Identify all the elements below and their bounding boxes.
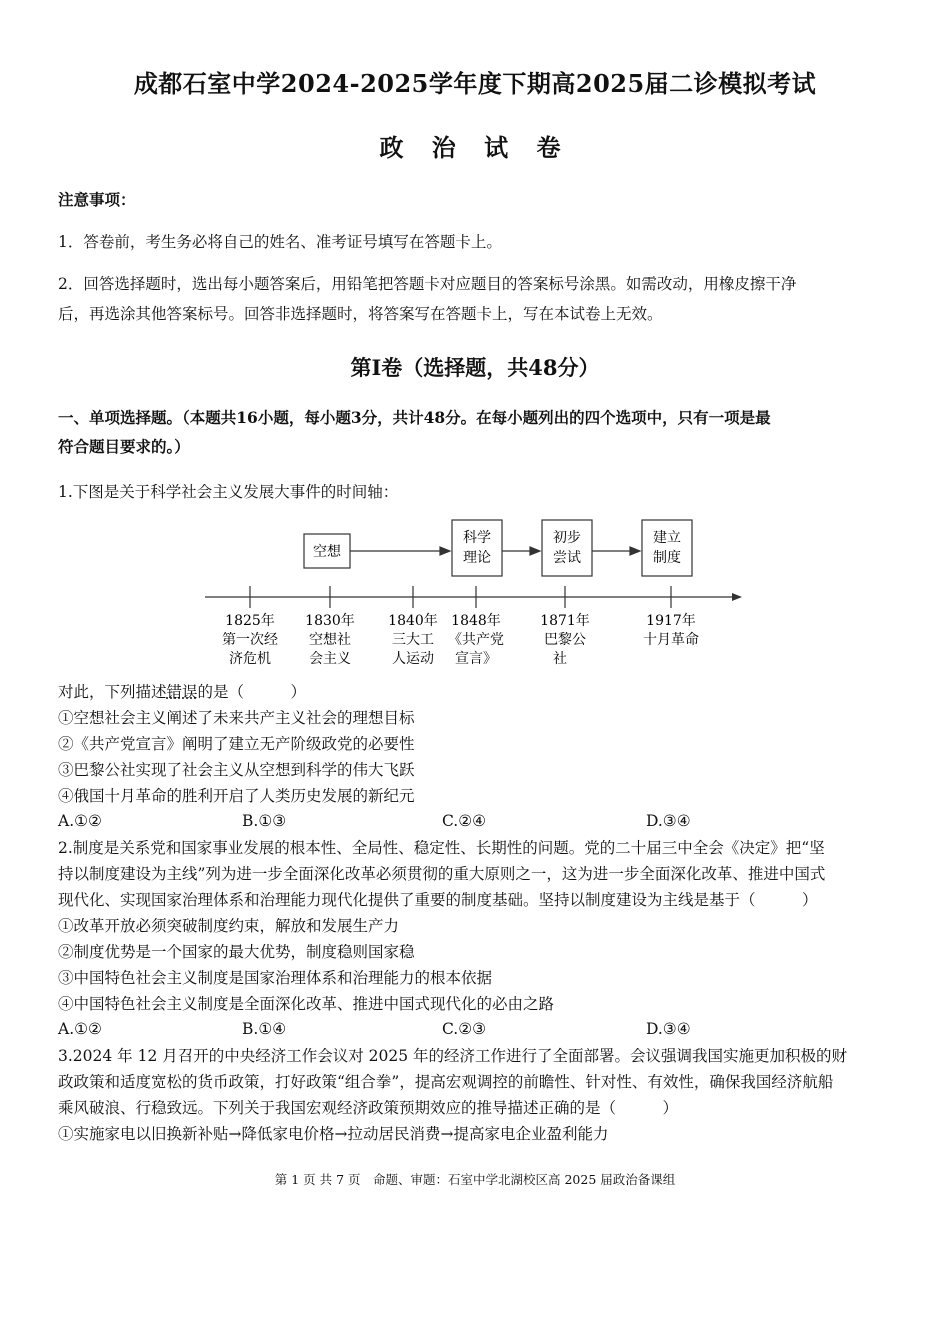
event-1840-line-1: 三大工 — [392, 632, 434, 648]
q1-options — [58, 812, 898, 830]
q1-prompt-post: 的是（ ） — [197, 683, 307, 701]
event-1848-line-2: 宣言》 — [455, 651, 497, 667]
section-title: 第Ⅰ卷（选择题，共48分） — [350, 355, 600, 380]
q3-line-3: 乘风破浪、行稳致远。下列关于我国宏观经济政策预期效应的推导描述正确的是（ ） — [58, 1099, 679, 1117]
timeline-box-trial-line-1: 初步 — [553, 530, 581, 546]
event-1840-year: 1840年 — [388, 613, 438, 629]
event-1848-line-1: 《共产党 — [448, 632, 504, 648]
q2-item-4: ④中国特色社会主义制度是全面深化改革、推进中国式现代化的必由之路 — [58, 995, 555, 1013]
q1-item-2: ②《共产党宣言》阐明了建立无产阶级政党的必要性 — [58, 735, 415, 753]
event-1917-line-1: 十月革命 — [643, 632, 699, 648]
q1-option-d[interactable]: D.③④ — [646, 812, 691, 830]
q1-timeline-figure — [190, 510, 760, 680]
event-1840-line-2: 人运动 — [392, 651, 434, 667]
notice-item-2-line-2: 后，再选涂其他答案标号。回答非选择题时，将答案写在答题卡上，写在本试卷上无效。 — [58, 305, 663, 323]
q2-option-a[interactable]: A.①② — [58, 1020, 102, 1038]
timeline-axis-arrow — [732, 593, 742, 601]
event-1830-year: 1830年 — [305, 613, 355, 629]
timeline-box-scientific-line-1: 科学 — [463, 530, 491, 546]
event-1830-line-2: 会主义 — [309, 651, 351, 667]
q2-item-1: ①改革开放必须突破制度约束，解放和发展生产力 — [58, 917, 400, 935]
event-1871-year: 1871年 — [540, 613, 590, 629]
event-1871-line-2: 社 — [553, 651, 567, 667]
q2-option-b[interactable]: B.①④ — [242, 1020, 287, 1038]
q1-item-3: ③巴黎公社实现了社会主义从空想到科学的伟大飞跃 — [58, 761, 415, 779]
q2-option-d[interactable]: D.③④ — [646, 1020, 691, 1038]
event-1917-year: 1917年 — [646, 613, 696, 629]
q3-item-1: ①实施家电以旧换新补贴→降低家电价格→拉动居民消费→提高家电企业盈利能力 — [58, 1125, 609, 1143]
q2-item-2: ②制度优势是一个国家的最大优势，制度稳则国家稳 — [58, 943, 415, 961]
section-instruction-line-1: 一、单项选择题。（本题共16小题，每小题3分，共计48分。在每小题列出的四个选项中，只有一项是最 — [58, 408, 771, 427]
q2-line-2: 持以制度建设为主线”列为进一步全面深化改革必须贯彻的重大原则之一，这为进一步全面深化改革、推进中国式 — [58, 865, 826, 883]
q2-line-3: 现代化、实现国家治理体系和治理能力现代化提供了重要的制度基础。坚持以制度建设为主线是基于（ ） — [58, 891, 818, 909]
q3-line-1: 3.2024 年 12 月召开的中央经济工作会议对 2025 年的经济工作进行了全面部署。会议强调我国实施更加积极的财 — [58, 1047, 848, 1065]
q1-option-c[interactable]: C.②④ — [442, 812, 487, 830]
q1-stem: 1.下图是关于科学社会主义发展大事件的时间轴： — [58, 483, 399, 501]
page-footer: 第 1 页 共 7 页 命题、审题：石室中学北湖校区高 2025 届政治备课组 — [274, 1172, 676, 1187]
q1-option-b[interactable]: B.①③ — [242, 812, 287, 830]
q2-options — [58, 1020, 898, 1038]
q1-prompt-emphasis: 错误 — [166, 683, 198, 701]
timeline-box-scientific — [452, 520, 502, 576]
event-1825-year: 1825年 — [225, 613, 275, 629]
q1-prompt — [58, 682, 306, 702]
event-1871-line-1: 巴黎公 — [544, 632, 586, 648]
timeline-box-scientific-line-2: 理论 — [463, 550, 491, 566]
exam-subtitle: 政 治 试 卷 — [379, 133, 571, 162]
notice-item-2-line-1: 2．回答选择题时，选出每小题答案后，用铅笔把答题卡对应题目的答案标号涂黑。如需改动，用橡皮擦干净 — [58, 275, 797, 293]
event-1825-line-2: 济危机 — [229, 651, 271, 667]
timeline-box-trial-line-2: 尝试 — [553, 550, 581, 566]
arrow-head-1 — [440, 547, 450, 555]
arrow-head-3 — [630, 547, 640, 555]
exam-title: 成都石室中学2024-2025学年度下期高2025届二诊模拟考试 — [133, 69, 817, 98]
q2-item-3: ③中国特色社会主义制度是国家治理体系和治理能力的根本依据 — [58, 969, 493, 987]
q2-option-c[interactable]: C.②③ — [442, 1020, 487, 1038]
q2-line-1: 2.制度是关系党和国家事业发展的根本性、全局性、稳定性、长期性的问题。党的二十届三中全会《决定》把“坚 — [58, 839, 825, 857]
timeline-box-system-line-2: 制度 — [653, 550, 681, 566]
event-1825-line-1: 第一次经 — [222, 632, 278, 648]
q1-item-4: ④俄国十月革命的胜利开启了人类历史发展的新纪元 — [58, 787, 415, 805]
notice-item-1: 1．答卷前，考生务必将自己的姓名、准考证号填写在答题卡上。 — [58, 233, 502, 251]
timeline-box-trial — [542, 520, 592, 576]
event-1830-line-1: 空想社 — [309, 632, 351, 648]
section-instruction-line-2: 符合题目要求的。） — [58, 437, 190, 456]
notice-heading: 注意事项： — [58, 190, 136, 209]
timeline-box-system — [642, 520, 692, 576]
q1-item-1: ①空想社会主义阐述了未来共产主义社会的理想目标 — [58, 709, 415, 727]
arrow-head-2 — [530, 547, 540, 555]
timeline-box-utopian-label: 空想 — [313, 544, 341, 560]
q1-option-a[interactable]: A.①② — [58, 812, 102, 830]
event-1848-year: 1848年 — [451, 613, 501, 629]
q3-line-2: 政政策和适度宽松的货币政策，打好政策“组合拳”，提高宏观调控的前瞻性、针对性、有效性，确保我国经济航船 — [58, 1073, 834, 1091]
q1-prompt-pre: 对此，下列描述 — [58, 683, 167, 701]
timeline-box-system-line-1: 建立 — [653, 530, 681, 546]
